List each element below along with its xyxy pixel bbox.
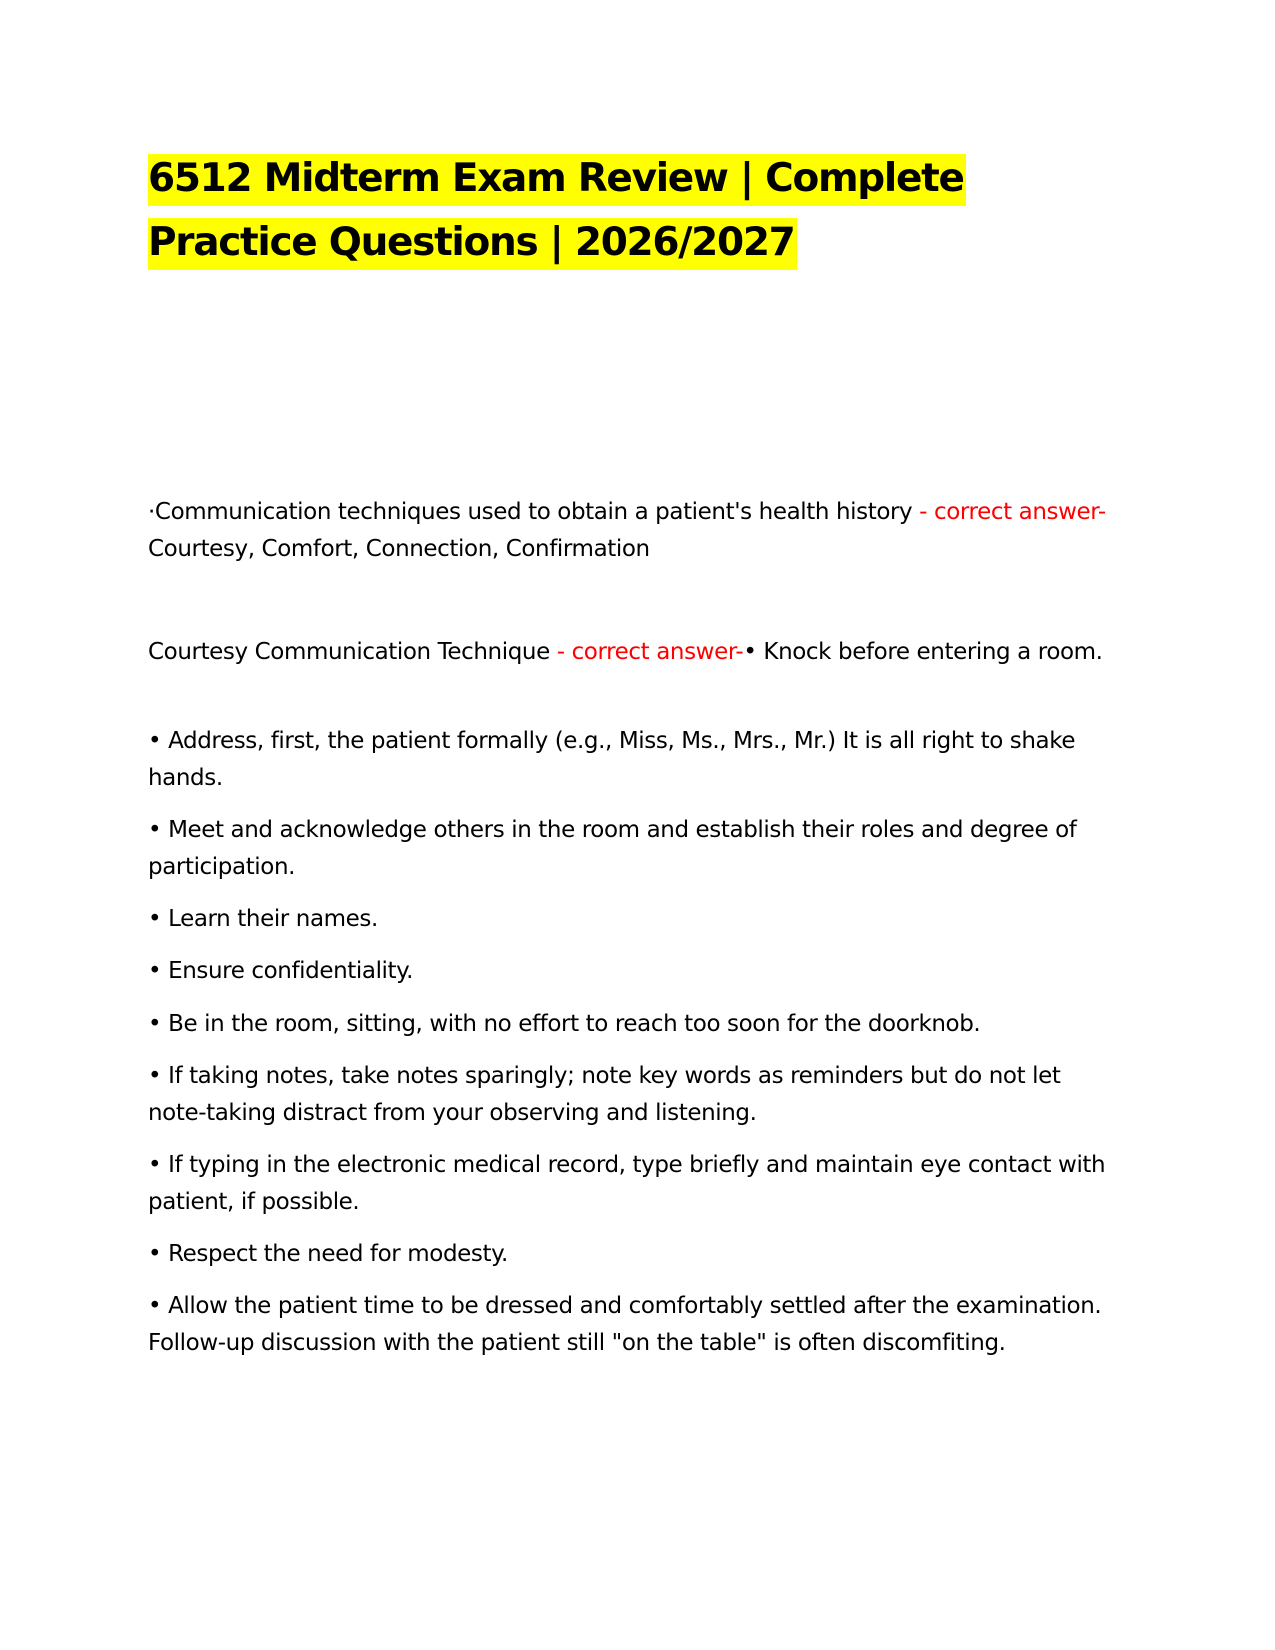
bullet-item: • Be in the room, sitting, with no effort to reach too soon for the doorknob. — [148, 1011, 981, 1037]
answer-marker: - correct answer- — [912, 499, 1106, 525]
answer-marker: - correct answer- — [549, 639, 744, 665]
answer-text: Courtesy, Comfort, Connection, Confirmation — [148, 536, 650, 562]
title-highlight: 6512 Midterm Exam Review | Complete Practice Questions | 2026/2027 — [148, 154, 966, 270]
answer-text: • Knock before entering a room. — [743, 639, 1103, 665]
bullet-item: • If typing in the electronic medical record, type briefly and maintain eye contact with patient, if possible. — [148, 1152, 1106, 1215]
bullet-item: • Learn their names. — [148, 906, 378, 932]
question-text: ·Communication techniques used to obtain a patient's health history — [148, 499, 913, 525]
bullet-item: • If taking notes, take notes sparingly; note key words as reminders but do not let note-taking distract from your observing and listening. — [148, 1063, 1061, 1126]
document-title — [148, 147, 1008, 275]
bullet-item: • Address, first, the patient formally (e.g., Miss, Ms., Mrs., Mr.) It is all right to shake hands. — [148, 728, 1076, 791]
qa-entry-1 — [148, 494, 1123, 568]
question-text: Courtesy Communication Technique — [148, 639, 550, 665]
bullet-item: • Respect the need for modesty. — [148, 1241, 508, 1267]
bullet-item: • Allow the patient time to be dressed and comfortably settled after the examination. Follow-up discussion with the patient still "on the table" is often discomfiting. — [148, 1293, 1102, 1356]
bullet-item: • Ensure confidentiality. — [148, 958, 414, 984]
bullet-item: • Meet and acknowledge others in the room and establish their roles and degree of participation. — [148, 817, 1077, 880]
qa-entry-2 — [148, 634, 1123, 671]
